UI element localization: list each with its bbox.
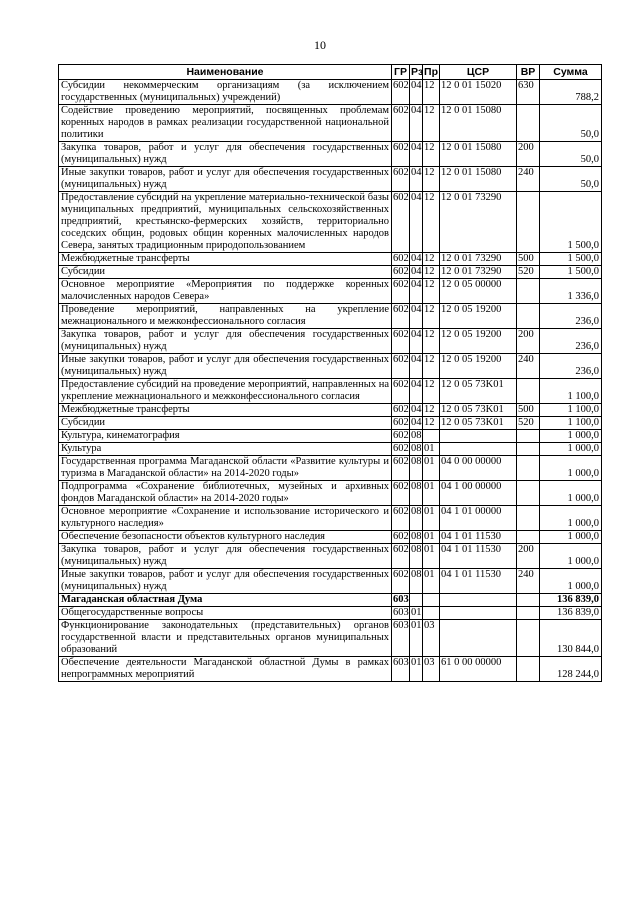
table-row (59, 569, 602, 594)
table-row (59, 404, 602, 417)
cell-csr (440, 594, 517, 607)
table-row (59, 607, 602, 620)
cell-vr: 520 (517, 417, 540, 430)
cell-gr: 603 (393, 607, 409, 618)
cell-name: Проведение мероприятий, направленных на укрепление межнационального и межконфессионального согласия (59, 304, 392, 329)
cell-vr (517, 105, 540, 142)
cell-csr: 04 1 01 11530 (440, 531, 517, 544)
cell-pr: 01 (423, 443, 440, 456)
table-body (59, 80, 602, 682)
cell-pr: 12 (423, 80, 440, 105)
cell-sum: 1 000,0 (540, 544, 602, 569)
table-row (59, 531, 602, 544)
cell-name: Межбюджетные трансферты (59, 404, 392, 417)
cell-gr: 602 (393, 266, 409, 277)
cell-gr: 602 (392, 481, 410, 506)
cell-gr: 602 (392, 379, 410, 404)
cell-rz: 04 (410, 329, 423, 354)
cell-vr (517, 430, 540, 443)
table-row (59, 105, 602, 142)
cell-pr: 12 (423, 329, 440, 354)
cell-csr: 12 0 01 73290 (440, 253, 517, 266)
cell-vr (517, 304, 540, 329)
cell-rz: 08 (410, 456, 423, 481)
table-row (59, 456, 602, 481)
cell-gr: 602 (393, 443, 409, 454)
table-row (59, 329, 602, 354)
cell-vr: 240 (517, 569, 540, 594)
cell-name: Субсидии (59, 417, 392, 430)
cell-csr: 12 0 05 73K01 (440, 379, 517, 404)
cell-pr: 01 (423, 456, 440, 481)
cell-rz: 08 (410, 481, 423, 506)
cell-name: Закупка товаров, работ и услуг для обеспечения государственных (муниципальных) нужд (59, 142, 392, 167)
cell-pr: 01 (423, 544, 440, 569)
cell-rz: 04 (411, 253, 422, 264)
cell-vr (517, 657, 540, 682)
cell-csr: 12 0 01 15080 (440, 142, 517, 167)
cell-rz: 08 (411, 531, 422, 542)
cell-pr (423, 607, 440, 620)
cell-pr: 12 (423, 253, 440, 266)
cell-vr (517, 279, 540, 304)
header-vr: ВР (517, 65, 540, 80)
table-row (59, 142, 602, 167)
cell-name: Обеспечение безопасности объектов культурного наследия (59, 531, 392, 544)
cell-sum: 1 000,0 (540, 569, 602, 594)
cell-csr: 12 0 05 73K01 (440, 417, 517, 430)
cell-gr: 602 (393, 417, 409, 428)
cell-sum: 1 500,0 (540, 266, 602, 279)
cell-csr: 61 0 00 00000 (440, 657, 517, 682)
cell-vr (517, 506, 540, 531)
cell-rz: 04 (411, 266, 422, 277)
cell-gr: 602 (392, 354, 410, 379)
cell-vr (517, 379, 540, 404)
table-row (59, 304, 602, 329)
cell-sum: 50,0 (540, 105, 602, 142)
cell-sum: 1 336,0 (540, 279, 602, 304)
cell-rz: 01 (410, 620, 423, 657)
cell-vr (517, 594, 540, 607)
cell-rz: 04 (410, 379, 423, 404)
cell-gr: 602 (392, 506, 410, 531)
cell-name: Обеспечение деятельности Магаданской областной Думы в рамках непрограммных мероприятий (59, 657, 392, 682)
cell-gr: 602 (393, 430, 409, 441)
cell-name: Магаданская областная Дума (59, 594, 392, 607)
cell-rz (410, 594, 423, 607)
header-name: Наименование (59, 65, 392, 80)
cell-gr: 602 (393, 531, 409, 542)
cell-name: Функционирование законодательных (представительных) органов государственной власти и представительных органов муниципальных образований (59, 620, 392, 657)
cell-name: Закупка товаров, работ и услуг для обеспечения государственных (муниципальных) нужд (59, 544, 392, 569)
cell-csr: 04 1 01 00000 (440, 506, 517, 531)
cell-vr (517, 443, 540, 456)
table-row (59, 354, 602, 379)
cell-csr: 12 0 05 00000 (440, 279, 517, 304)
cell-name: Государственная программа Магаданской области «Развитие культуры и туризма в Магаданской области» на 2014-2020 годы» (59, 456, 392, 481)
cell-vr: 520 (517, 266, 540, 279)
cell-pr: 12 (423, 105, 440, 142)
cell-sum: 50,0 (540, 142, 602, 167)
table-row (59, 266, 602, 279)
cell-gr: 602 (392, 329, 410, 354)
cell-vr (517, 481, 540, 506)
table-row (59, 80, 602, 105)
cell-vr: 200 (517, 142, 540, 167)
cell-pr: 01 (423, 506, 440, 531)
table-row (59, 481, 602, 506)
table-row (59, 443, 602, 456)
cell-name: Содействие проведению мероприятий, посвященных проблемам коренных народов в рамках реализации государственной национальной политики (59, 105, 392, 142)
table-row (59, 379, 602, 404)
cell-name: Культура, кинематография (59, 430, 392, 443)
cell-vr: 240 (517, 167, 540, 192)
cell-pr: 12 (423, 304, 440, 329)
cell-vr: 630 (517, 80, 540, 105)
cell-gr: 603 (392, 657, 410, 682)
cell-sum: 50,0 (540, 167, 602, 192)
cell-gr: 602 (392, 569, 410, 594)
cell-sum: 1 500,0 (540, 253, 602, 266)
cell-rz: 08 (410, 544, 423, 569)
cell-pr: 12 (423, 192, 440, 253)
cell-pr: 12 (423, 404, 440, 417)
cell-csr (440, 443, 517, 456)
cell-sum: 1 000,0 (540, 443, 602, 456)
cell-sum: 1 000,0 (540, 430, 602, 443)
cell-name: Основное мероприятие «Сохранение и использование исторического и культурного наследия» (59, 506, 392, 531)
cell-sum: 1 100,0 (540, 417, 602, 430)
cell-name: Межбюджетные трансферты (59, 253, 392, 266)
table-row (59, 620, 602, 657)
cell-gr: 602 (392, 304, 410, 329)
cell-sum: 128 244,0 (540, 657, 602, 682)
cell-sum: 1 100,0 (540, 404, 602, 417)
cell-rz: 04 (410, 105, 423, 142)
cell-name: Общегосударственные вопросы (59, 607, 392, 620)
cell-sum: 1 000,0 (540, 456, 602, 481)
cell-rz: 04 (410, 142, 423, 167)
cell-rz: 08 (411, 443, 422, 454)
cell-rz: 04 (410, 354, 423, 379)
cell-vr: 240 (517, 354, 540, 379)
cell-sum: 236,0 (540, 304, 602, 329)
table-row (59, 192, 602, 253)
cell-gr: 602 (393, 404, 409, 415)
cell-sum: 236,0 (540, 354, 602, 379)
cell-rz: 04 (410, 304, 423, 329)
cell-csr: 12 0 01 15020 (440, 80, 517, 105)
cell-csr: 12 0 01 73290 (440, 266, 517, 279)
header-sum: Сумма (540, 65, 602, 80)
cell-sum: 136 839,0 (540, 594, 602, 607)
cell-csr (440, 607, 517, 620)
budget-table (58, 64, 602, 682)
cell-csr: 04 1 01 11530 (440, 544, 517, 569)
cell-csr: 04 1 01 11530 (440, 569, 517, 594)
table-row (59, 657, 602, 682)
cell-vr: 200 (517, 544, 540, 569)
cell-name: Закупка товаров, работ и услуг для обеспечения государственных (муниципальных) нужд (59, 329, 392, 354)
cell-csr (440, 620, 517, 657)
cell-rz: 01 (410, 657, 423, 682)
cell-rz: 01 (411, 607, 422, 618)
cell-csr: 12 0 01 15080 (440, 167, 517, 192)
cell-csr: 04 1 00 00000 (440, 481, 517, 506)
cell-rz: 08 (410, 506, 423, 531)
cell-pr: 12 (423, 266, 440, 279)
cell-pr: 12 (423, 417, 440, 430)
cell-csr: 12 0 01 15080 (440, 105, 517, 142)
cell-csr: 12 0 05 73K01 (440, 404, 517, 417)
cell-pr (423, 594, 440, 607)
cell-gr: 602 (392, 167, 410, 192)
cell-sum: 1 000,0 (540, 531, 602, 544)
cell-pr: 12 (423, 167, 440, 192)
cell-sum: 130 844,0 (540, 620, 602, 657)
cell-pr: 12 (423, 379, 440, 404)
cell-sum: 1 500,0 (540, 192, 602, 253)
cell-csr: 04 0 00 00000 (440, 456, 517, 481)
cell-vr: 500 (517, 253, 540, 266)
cell-rz: 04 (410, 192, 423, 253)
cell-pr: 01 (423, 531, 440, 544)
cell-rz: 08 (411, 430, 422, 441)
cell-name: Культура (59, 443, 392, 456)
cell-vr (517, 607, 540, 620)
table-row (59, 167, 602, 192)
cell-name: Субсидии (59, 266, 392, 279)
cell-gr: 602 (392, 142, 410, 167)
cell-gr: 602 (392, 544, 410, 569)
header-csr: ЦСР (440, 65, 517, 80)
cell-pr: 01 (423, 481, 440, 506)
cell-name: Иные закупки товаров, работ и услуг для обеспечения государственных (муниципальных) нужд (59, 569, 392, 594)
cell-csr (440, 430, 517, 443)
cell-rz: 04 (410, 80, 423, 105)
cell-sum: 1 000,0 (540, 481, 602, 506)
cell-sum: 1 100,0 (540, 379, 602, 404)
cell-vr: 500 (517, 404, 540, 417)
cell-vr (517, 531, 540, 544)
cell-csr: 12 0 05 19200 (440, 329, 517, 354)
table-row (59, 544, 602, 569)
cell-name: Предоставление субсидий на проведение мероприятий, направленных на укрепление межнационального и межконфессионального согласия (59, 379, 392, 404)
cell-name: Субсидии некоммерческим организациям (за исключением государственных (муниципальных) учреждений) (59, 80, 392, 105)
cell-gr: 602 (392, 456, 410, 481)
cell-name: Предоставление субсидий на укрепление материально-технической базы муниципальных предприятий, муниципальных сельскохозяйственных предприятий, крестьянско-фермерских хозяйств, территориально соседских общин, родовых общин коренных малочисленных народов Севера, занятых традиционным природопользованием (59, 192, 392, 253)
cell-pr: 01 (423, 569, 440, 594)
table-row (59, 253, 602, 266)
table-row (59, 506, 602, 531)
cell-csr: 12 0 05 19200 (440, 304, 517, 329)
table-row (59, 417, 602, 430)
cell-pr: 03 (423, 657, 440, 682)
cell-pr: 12 (423, 142, 440, 167)
cell-name: Подпрограмма «Сохранение библиотечных, музейных и архивных фондов Магаданской области» на 2014-2020 годы» (59, 481, 392, 506)
table-row (59, 279, 602, 304)
table-row (59, 594, 602, 607)
cell-sum: 236,0 (540, 329, 602, 354)
table-row (59, 430, 602, 443)
cell-sum: 136 839,0 (540, 607, 602, 620)
cell-rz: 04 (410, 167, 423, 192)
cell-rz: 04 (411, 417, 422, 428)
cell-pr: 12 (423, 279, 440, 304)
header-gr: ГР (392, 65, 410, 80)
cell-rz: 04 (410, 279, 423, 304)
cell-vr (517, 192, 540, 253)
cell-rz: 04 (411, 404, 422, 415)
cell-gr: 602 (393, 253, 409, 264)
table-header-row (59, 65, 602, 80)
cell-gr: 602 (392, 80, 410, 105)
cell-name: Иные закупки товаров, работ и услуг для обеспечения государственных (муниципальных) нужд (59, 167, 392, 192)
cell-rz: 08 (410, 569, 423, 594)
cell-name: Иные закупки товаров, работ и услуг для обеспечения государственных (муниципальных) нужд (59, 354, 392, 379)
cell-name: Основное мероприятие «Мероприятия по поддержке коренных малочисленных народов Севера» (59, 279, 392, 304)
cell-gr: 602 (392, 192, 410, 253)
cell-vr: 200 (517, 329, 540, 354)
cell-sum: 1 000,0 (540, 506, 602, 531)
cell-sum: 788,2 (540, 80, 602, 105)
cell-vr (517, 620, 540, 657)
cell-gr: 602 (392, 105, 410, 142)
header-rz: Рз (411, 66, 424, 78)
cell-gr: 603 (393, 594, 409, 605)
cell-pr: 03 (423, 620, 440, 657)
cell-pr (423, 430, 440, 443)
cell-gr: 602 (392, 279, 410, 304)
header-pr: Пр (424, 66, 438, 78)
cell-gr: 603 (392, 620, 410, 657)
cell-csr: 12 0 01 73290 (440, 192, 517, 253)
cell-vr (517, 456, 540, 481)
cell-csr: 12 0 05 19200 (440, 354, 517, 379)
page-number: 10 (314, 38, 326, 52)
cell-pr: 12 (423, 354, 440, 379)
